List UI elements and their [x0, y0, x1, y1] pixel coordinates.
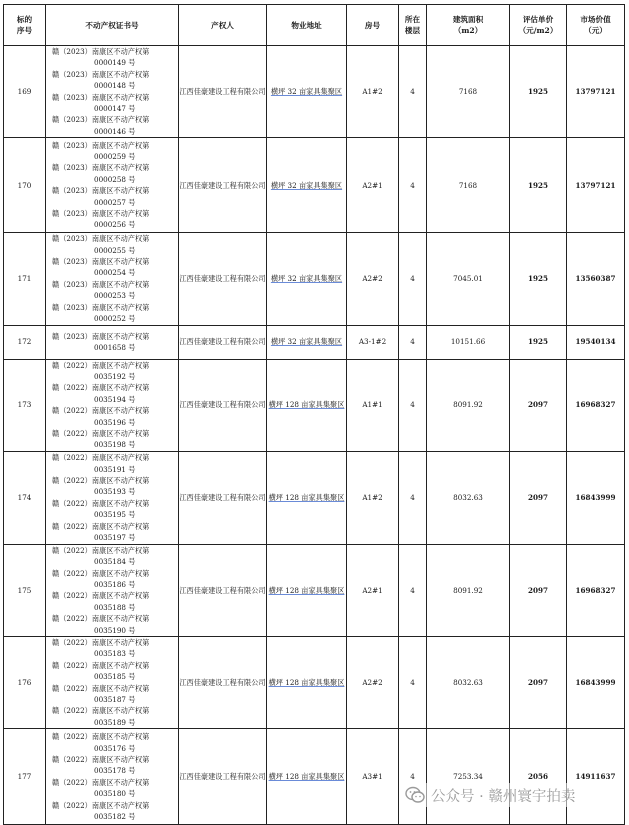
cell-area: 7168 [427, 138, 510, 233]
table-row [4, 325, 625, 359]
cert-line: 赣（2023）南康区不动产权第 [52, 302, 150, 312]
cell-seq: 171 [4, 233, 46, 325]
table-body [4, 46, 625, 825]
cell-owner: 江西佳豪建设工程有限公司 [179, 637, 267, 729]
cert-line: 0035188 号 [94, 602, 136, 612]
table-row [4, 729, 625, 825]
cell-owner: 江西佳豪建设工程有限公司 [179, 233, 267, 325]
cell-seq: 170 [4, 138, 46, 233]
header-owner: 产权人 [179, 5, 267, 46]
cert-line: 赣（2022）南康区不动产权第 [52, 406, 150, 416]
cert-line: 0000146 号 [94, 126, 136, 136]
cell-owner: 江西佳豪建设工程有限公司 [179, 359, 267, 451]
cell-addr [267, 359, 347, 451]
cert-line: 0000254 号 [94, 268, 136, 278]
cell-cert [46, 233, 179, 325]
cert-line: 0000256 号 [94, 220, 136, 230]
cert-line: 0035189 号 [94, 717, 136, 727]
cell-market-value: 13797121 [567, 138, 625, 233]
address-text: 横坪 32 亩家具集聚区 [270, 180, 343, 190]
cell-unit-price: 2097 [510, 359, 567, 451]
cell-owner: 江西佳豪建设工程有限公司 [179, 325, 267, 359]
address-text: 横坪 128 亩家具集聚区 [268, 772, 345, 782]
cert-line: 0000257 号 [94, 197, 136, 207]
cert-line: 0000255 号 [94, 245, 136, 255]
address-text: 横坪 32 亩家具集聚区 [270, 274, 343, 284]
cert-line: 0035183 号 [94, 649, 136, 659]
cert-line: 赣（2022）南康区不动产权第 [52, 706, 150, 716]
cell-unit-price: 2097 [510, 451, 567, 544]
address-text: 横坪 32 亩家具集聚区 [270, 337, 343, 347]
cert-line: 0035190 号 [94, 625, 136, 635]
cert-line: 赣（2023）南康区不动产权第 [52, 186, 150, 196]
header-cert: 不动产权证书号 [46, 5, 179, 46]
cell-floor: 4 [399, 233, 427, 325]
cell-cert [46, 359, 179, 451]
cell-floor: 4 [399, 138, 427, 233]
cert-line: 0035178 号 [94, 766, 136, 776]
cell-unit-price: 1925 [510, 46, 567, 138]
wechat-icon [405, 786, 425, 804]
cell-area: 10151.66 [427, 325, 510, 359]
cert-line: 赣（2022）南康区不动产权第 [52, 383, 150, 393]
cert-line: 0035194 号 [94, 394, 136, 404]
cell-unit-price: 2097 [510, 637, 567, 729]
cert-line: 0035186 号 [94, 579, 136, 589]
cert-line: 0035191 号 [94, 464, 136, 474]
cell-unit-price: 1925 [510, 233, 567, 325]
cert-line: 0035180 号 [94, 789, 136, 799]
cert-line: 赣（2022）南康区不动产权第 [52, 360, 150, 370]
address-text: 横坪 128 亩家具集聚区 [268, 400, 345, 410]
cell-market-value: 13560387 [567, 233, 625, 325]
cert-line: 赣（2023）南康区不动产权第 [52, 209, 150, 219]
cell-room: A1#2 [347, 451, 399, 544]
cert-line: 0035182 号 [94, 811, 136, 821]
cell-cert [46, 325, 179, 359]
cell-market-value: 19540134 [567, 325, 625, 359]
cell-area: 8091.92 [427, 359, 510, 451]
cert-line: 赣（2022）南康区不动产权第 [52, 638, 150, 647]
header-row [4, 5, 625, 46]
cell-owner: 江西佳豪建设工程有限公司 [179, 451, 267, 544]
table-row [4, 359, 625, 451]
cert-line: 赣（2022）南康区不动产权第 [52, 475, 150, 485]
cert-line: 0000259 号 [94, 152, 136, 162]
table-row [4, 637, 625, 729]
cert-line: 赣（2022）南康区不动产权第 [52, 498, 150, 508]
cert-line: 0035193 号 [94, 487, 136, 497]
table-row [4, 233, 625, 325]
cert-line: 0035176 号 [94, 743, 136, 753]
header-seq: 标的 序号 [4, 5, 46, 46]
cell-floor: 4 [399, 451, 427, 544]
cert-line: 0000148 号 [94, 81, 136, 91]
header-area: 建筑面积 （m2） [427, 5, 510, 46]
address-text: 横坪 128 亩家具集聚区 [268, 677, 345, 687]
cert-line: 0000149 号 [94, 58, 136, 68]
cert-line: 赣（2023）南康区不动产权第 [52, 163, 150, 173]
cert-line: 赣（2022）南康区不动产权第 [52, 732, 150, 742]
cell-addr [267, 729, 347, 825]
cell-room: A2#2 [347, 637, 399, 729]
cert-line: 赣（2022）南康区不动产权第 [52, 683, 150, 693]
cell-owner: 江西佳豪建设工程有限公司 [179, 544, 267, 636]
cell-market-value: 16968327 [567, 544, 625, 636]
cert-line: 0035197 号 [94, 532, 136, 542]
address-text: 横坪 32 亩家具集聚区 [270, 86, 343, 96]
cell-seq: 172 [4, 325, 46, 359]
cell-floor: 4 [399, 637, 427, 729]
cert-line: 赣（2022）南康区不动产权第 [52, 800, 150, 810]
cert-line: 0001658 号 [94, 343, 136, 352]
cert-line: 0035198 号 [94, 440, 136, 450]
cell-addr [267, 451, 347, 544]
cell-floor: 4 [399, 325, 427, 359]
table-row [4, 451, 625, 544]
table-row [4, 138, 625, 233]
cell-owner: 江西佳豪建设工程有限公司 [179, 46, 267, 138]
table-row [4, 46, 625, 138]
cert-line: 赣（2022）南康区不动产权第 [52, 453, 150, 463]
header-floor: 所在 楼层 [399, 5, 427, 46]
cell-owner: 江西佳豪建设工程有限公司 [179, 138, 267, 233]
cell-room: A2#1 [347, 544, 399, 636]
cert-line: 0035195 号 [94, 510, 136, 520]
cell-room: A1#1 [347, 359, 399, 451]
cert-line: 赣（2022）南康区不动产权第 [52, 660, 150, 670]
cell-unit-price: 1925 [510, 325, 567, 359]
cert-line: 0035187 号 [94, 695, 136, 705]
cert-line: 赣（2022）南康区不动产权第 [52, 777, 150, 787]
cell-seq: 174 [4, 451, 46, 544]
cell-cert [46, 138, 179, 233]
cell-unit-price: 2056 [510, 729, 567, 825]
cert-line: 赣（2022）南康区不动产权第 [52, 545, 150, 555]
cell-room: A1#2 [347, 46, 399, 138]
cell-floor: 4 [399, 46, 427, 138]
cert-line: 赣（2023）南康区不动产权第 [52, 47, 150, 56]
cell-owner: 江西佳豪建设工程有限公司 [179, 729, 267, 825]
cell-cert [46, 637, 179, 729]
cert-line: 赣（2023）南康区不动产权第 [52, 279, 150, 289]
cell-floor: 4 [399, 544, 427, 636]
address-text: 横坪 128 亩家具集聚区 [268, 493, 345, 503]
cell-floor: 4 [399, 359, 427, 451]
cert-line: 0035185 号 [94, 672, 136, 682]
cell-seq: 176 [4, 637, 46, 729]
cell-area: 7045.01 [427, 233, 510, 325]
cell-area: 8091.92 [427, 544, 510, 636]
watermark [401, 783, 579, 807]
cert-line: 赣（2023）南康区不动产权第 [52, 331, 150, 341]
cell-market-value: 16843999 [567, 637, 625, 729]
cell-room: A2#2 [347, 233, 399, 325]
cell-seq: 177 [4, 729, 46, 825]
header-room: 房号 [347, 5, 399, 46]
cell-room: A3-1#2 [347, 325, 399, 359]
cell-addr [267, 637, 347, 729]
cert-line: 赣（2022）南康区不动产权第 [52, 754, 150, 764]
cert-line: 赣（2023）南康区不动产权第 [52, 92, 150, 102]
cert-line: 赣（2022）南康区不动产权第 [52, 614, 150, 624]
cell-cert [46, 544, 179, 636]
watermark-text: 公众号 · 赣州寰宇拍卖 [431, 788, 576, 805]
cell-floor: 4 [399, 729, 427, 825]
cert-line: 0000147 号 [94, 104, 136, 114]
cert-line: 0000258 号 [94, 174, 136, 184]
header-addr: 物业地址 [267, 5, 347, 46]
property-table [3, 4, 625, 825]
cert-line: 赣（2022）南康区不动产权第 [52, 428, 150, 438]
cert-line: 赣（2022）南康区不动产权第 [52, 568, 150, 578]
header-market-value: 市场价值 （元） [567, 5, 625, 46]
cell-unit-price: 2097 [510, 544, 567, 636]
cell-cert [46, 451, 179, 544]
cert-line: 赣（2023）南康区不动产权第 [52, 234, 150, 244]
cell-addr [267, 544, 347, 636]
cell-area: 8032.63 [427, 451, 510, 544]
cert-line: 0000252 号 [94, 314, 136, 324]
cell-room: A3#1 [347, 729, 399, 825]
cell-area: 7168 [427, 46, 510, 138]
cell-unit-price: 1925 [510, 138, 567, 233]
cell-addr [267, 138, 347, 233]
cell-seq: 175 [4, 544, 46, 636]
cell-market-value: 16843999 [567, 451, 625, 544]
cert-line: 赣（2023）南康区不动产权第 [52, 69, 150, 79]
cell-cert [46, 46, 179, 138]
cert-line: 赣（2022）南康区不动产权第 [52, 521, 150, 531]
cell-market-value: 16968327 [567, 359, 625, 451]
cert-line: 0035184 号 [94, 557, 136, 567]
cert-line: 赣（2023）南康区不动产权第 [52, 140, 150, 150]
cell-market-value: 13797121 [567, 46, 625, 138]
cell-addr [267, 46, 347, 138]
cell-room: A2#1 [347, 138, 399, 233]
cert-line: 赣（2023）南康区不动产权第 [52, 257, 150, 267]
header-unit-price: 评估单价 （元/m2） [510, 5, 567, 46]
cell-area: 8032.63 [427, 637, 510, 729]
cert-line: 0035196 号 [94, 417, 136, 427]
cell-addr [267, 233, 347, 325]
table-row [4, 544, 625, 636]
cell-seq: 173 [4, 359, 46, 451]
cert-line: 0035192 号 [94, 371, 136, 381]
cell-seq: 169 [4, 46, 46, 138]
cell-cert [46, 729, 179, 825]
cert-line: 0000253 号 [94, 291, 136, 301]
cell-market-value: 14911637 [567, 729, 625, 825]
cell-addr [267, 325, 347, 359]
address-text: 横坪 128 亩家具集聚区 [268, 585, 345, 595]
cert-line: 赣（2022）南康区不动产权第 [52, 591, 150, 601]
cell-area: 7253.34 [427, 729, 510, 825]
cert-line: 赣（2023）南康区不动产权第 [52, 115, 150, 125]
